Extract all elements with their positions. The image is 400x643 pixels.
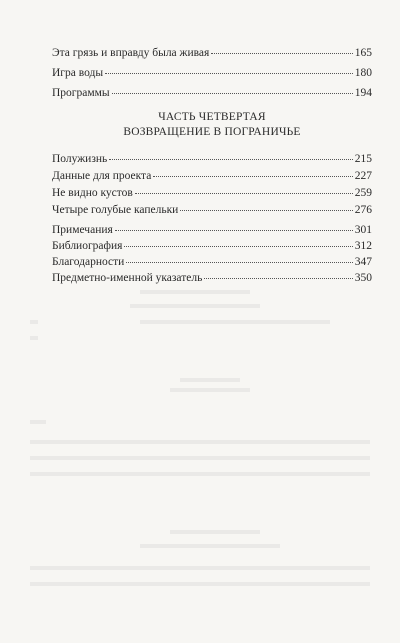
toc-entry-page: 194: [354, 87, 372, 99]
toc-entry-page: 215: [354, 153, 372, 165]
toc-entry-title: Не видно кустов: [52, 187, 133, 199]
toc-entry: [52, 66, 372, 80]
toc-entry-title: Игра воды: [52, 67, 104, 79]
dot-leader: [153, 176, 352, 177]
toc-entry-title: Полужизнь: [52, 153, 108, 165]
dot-leader: [105, 73, 353, 74]
toc-group-2: [52, 152, 372, 217]
toc-entry-title: Четыре голубые капельки: [52, 204, 179, 216]
toc-entry: [52, 86, 372, 100]
part-number: ЧАСТЬ ЧЕТВЕРТАЯ: [158, 111, 266, 123]
toc-entry-page: 347: [354, 256, 372, 268]
toc-entry-title: Данные для проекта: [52, 170, 152, 182]
toc-entry: [52, 152, 372, 166]
toc-entry-title: Программы: [52, 87, 110, 99]
page-show-through: [30, 280, 375, 600]
toc-group-1: [52, 46, 372, 100]
dot-leader: [124, 246, 352, 247]
dot-leader: [115, 230, 353, 231]
part-heading: [52, 110, 372, 140]
part-title: ВОЗВРАЩЕНИЕ В ПОГРАНИЧЬЕ: [123, 126, 301, 138]
toc-entry-title: Предметно-именной указатель: [52, 272, 203, 284]
dot-leader: [112, 93, 353, 94]
dot-leader: [211, 53, 352, 54]
toc-entry: [52, 255, 372, 269]
toc-entry: [52, 239, 372, 253]
toc-entry-page: 259: [354, 187, 372, 199]
toc-entry-title: Эта грязь и вправду была живая: [52, 47, 210, 59]
toc-entry-page: 227: [354, 170, 372, 182]
toc-entry-page: 301: [354, 224, 372, 236]
toc-entry-title: Примечания: [52, 224, 113, 236]
toc-entry-page: 350: [354, 272, 372, 284]
dot-leader: [109, 159, 352, 160]
toc-entry: [52, 203, 372, 217]
dot-leader: [204, 278, 352, 279]
toc-entry-page: 180: [354, 67, 372, 79]
toc-entry: [52, 169, 372, 183]
dot-leader: [135, 193, 353, 194]
dot-leader: [126, 262, 352, 263]
toc-entry-title: Библиография: [52, 240, 123, 252]
toc-entry-page: 276: [354, 204, 372, 216]
toc-group-3: [52, 223, 372, 285]
toc-entry-title: Благодарности: [52, 256, 125, 268]
toc-entry-page: 165: [354, 47, 372, 59]
toc-entry-page: 312: [354, 240, 372, 252]
toc-entry: [52, 46, 372, 60]
dot-leader: [180, 210, 352, 211]
toc-entry: [52, 186, 372, 200]
toc-entry: [52, 223, 372, 237]
